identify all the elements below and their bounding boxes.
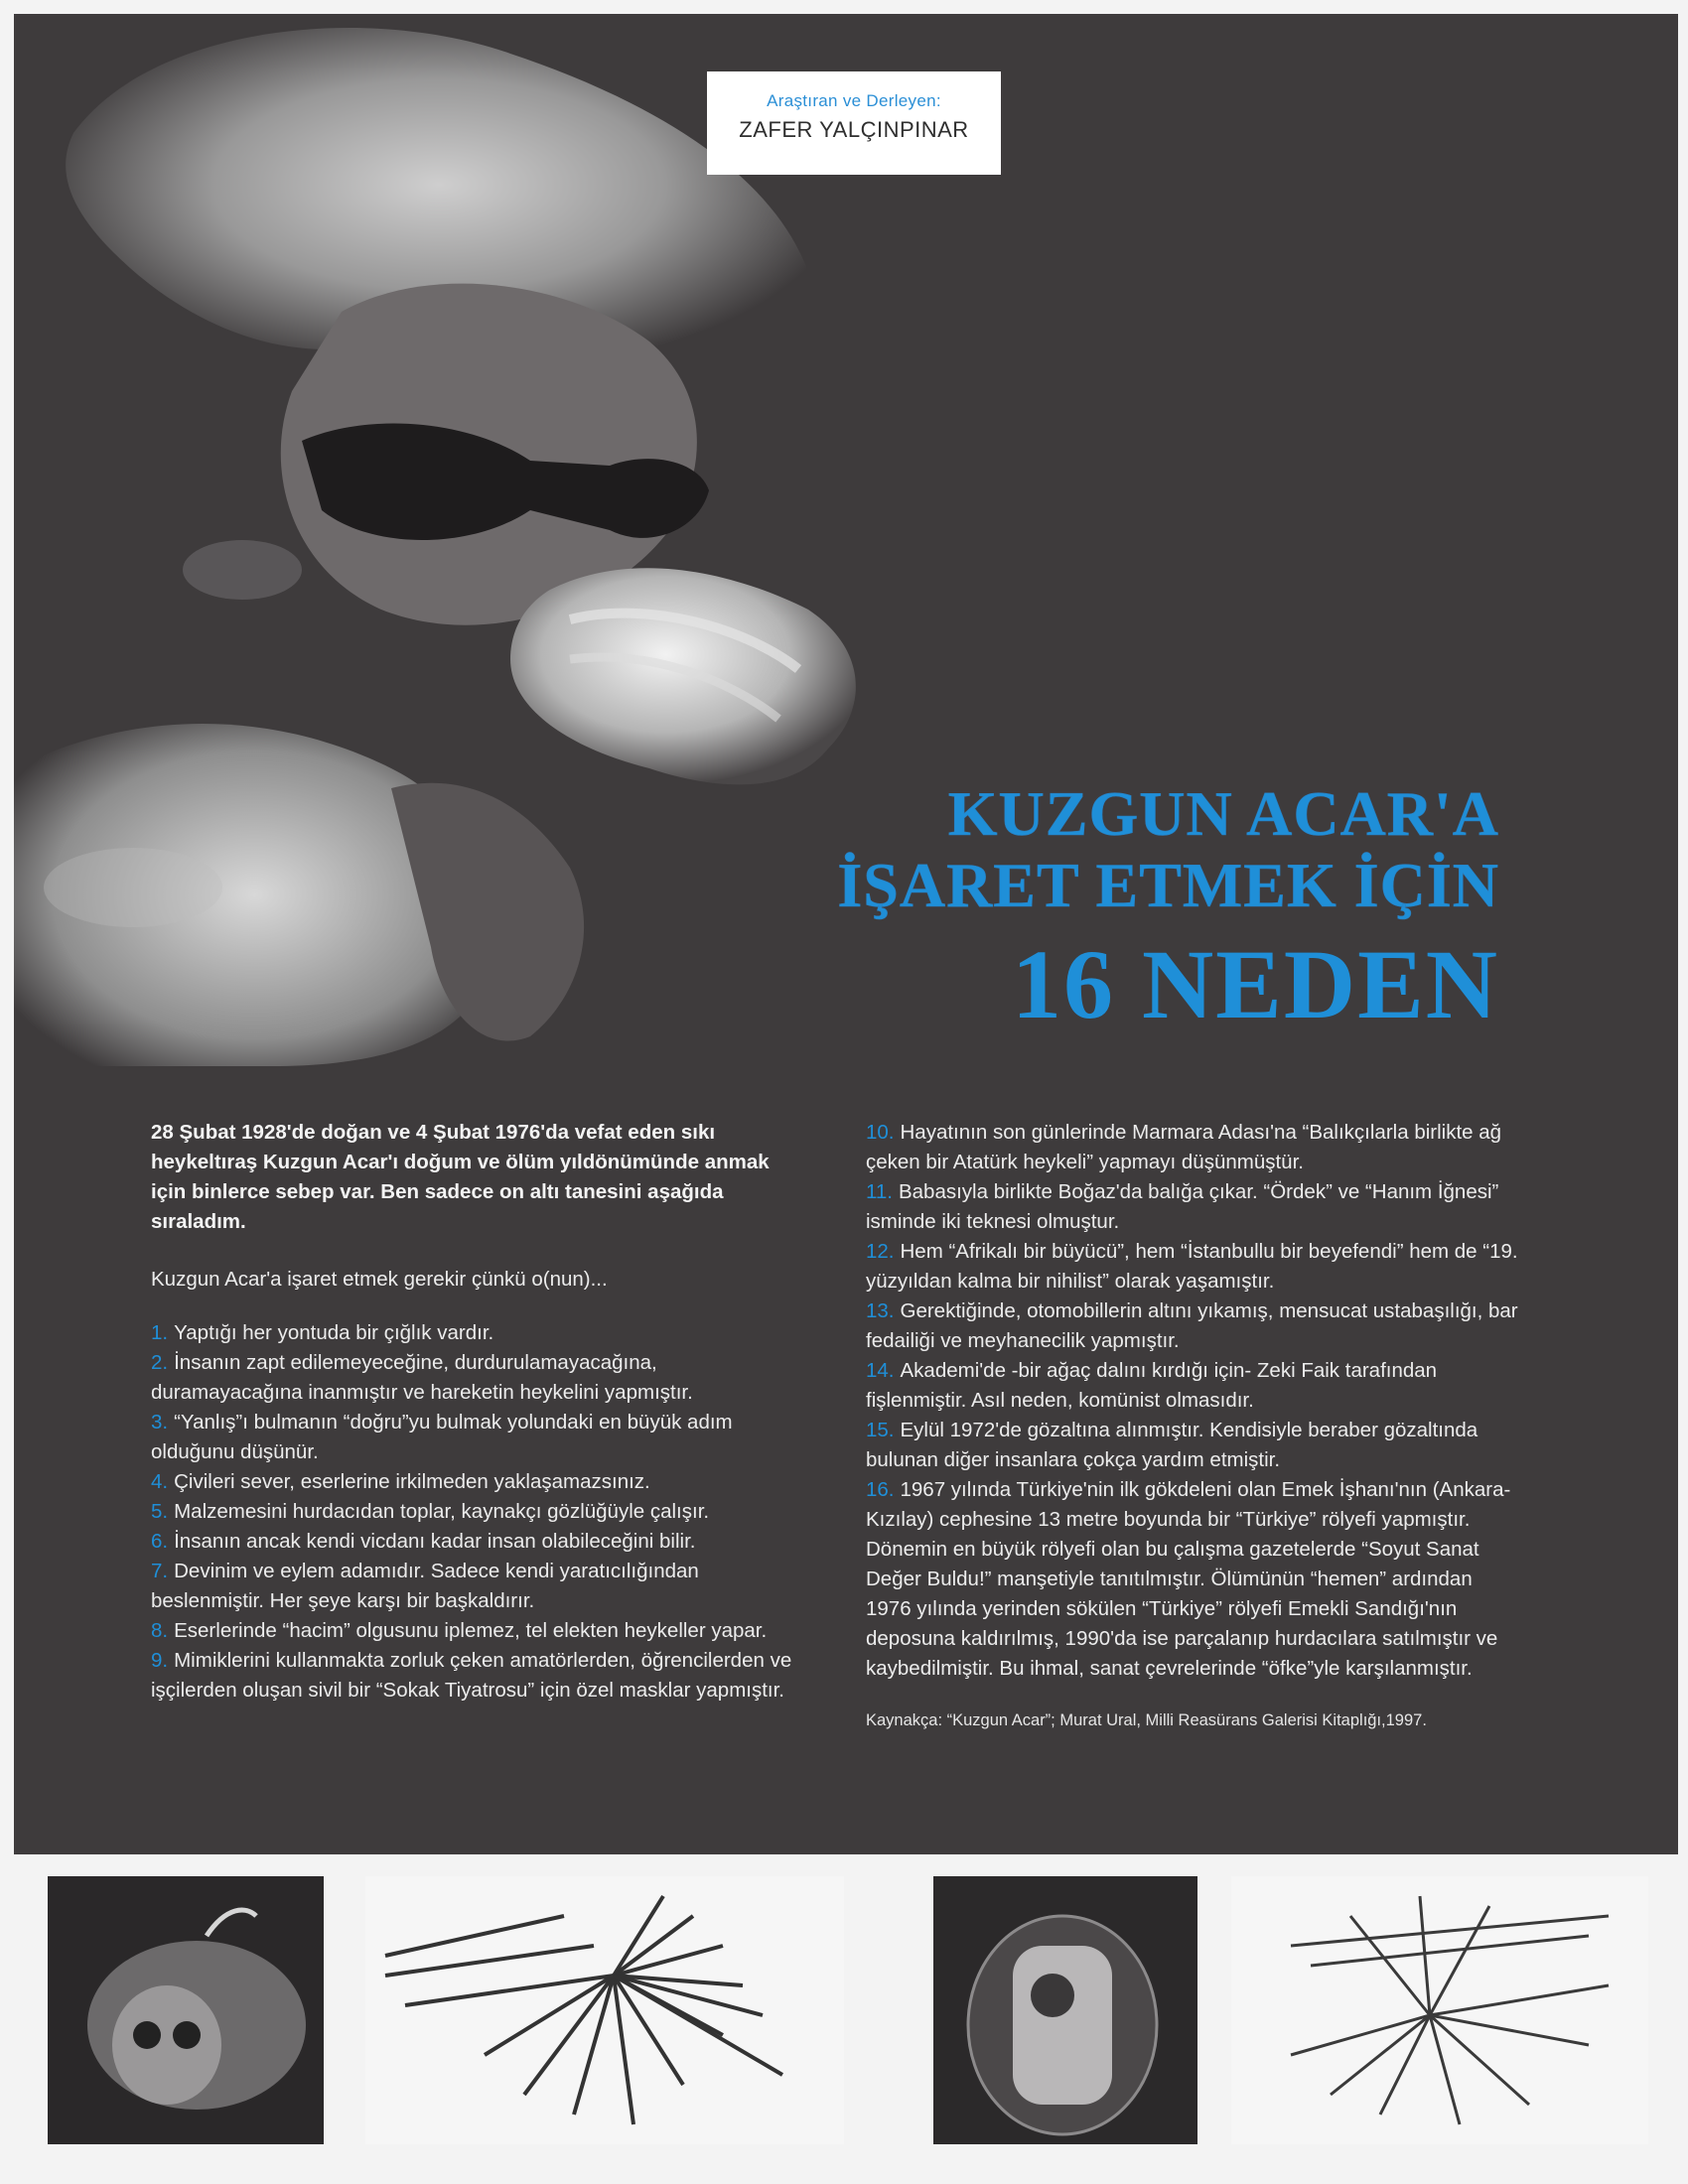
reason-item (151, 1318, 806, 1348)
reason-text: Eserlerinde “hacim” olgusunu iplemez, tel elekten heykeller yapar. (174, 1619, 768, 1642)
reason-item (151, 1616, 806, 1646)
reason-text: Hayatının son günlerinde Marmara Adası'na “Balıkçılarla birlikte ağ çeken bir Atatürk heykeli” yapmayı düşünmüştür. (866, 1121, 1502, 1173)
reason-text: Çivileri sever, eserlerine irkilmeden yaklaşamazsınız. (174, 1470, 650, 1493)
reason-text: 1967 yılında Türkiye'nin ilk gökdeleni olan Emek İşhanı'nın (Ankara-Kızılay) cephesine 13 metre boyunda bir “Türkiye” rölyefi yapmıştır. Dönemin en büyük rölyefi olan bu çalışma gazetelerde “Soyut Sanat Değer Buldu!” manşetiyle tanıtılmıştır. Ölümünün “hemen” ardından 1976 yılında yerinden sökülen “Türkiye” rölyefi Emekli Sandığı'nın deposuna kaldırılmış, 1990'da ise parçalanıp hurdacılara satılmıştır ve kaybedilmiştir. Bu ihmal, sanat çevrelerinde “öfke”yle karşılanmıştır. (866, 1478, 1511, 1680)
reason-item (866, 1237, 1521, 1297)
reason-number: 13. (866, 1299, 895, 1322)
reason-text: “Yanlış”ı bulmanın “doğru”yu bulmak yolundaki en büyük adım olduğunu düşünür. (151, 1411, 733, 1463)
reason-number: 9. (151, 1649, 169, 1672)
reason-text: İnsanın ancak kendi vicdanı kadar insan olabileceğini bilir. (174, 1530, 696, 1553)
reason-item (866, 1177, 1521, 1237)
sculpture-photo-3 (933, 1876, 1197, 2144)
reason-text: Hem “Afrikalı bir büyücü”, hem “İstanbullu bir beyefendi” hem de “19. yüzyıldan kalma bir nihilist” olarak yaşamıştır. (866, 1240, 1518, 1293)
reason-item (151, 1527, 806, 1557)
article-page (14, 14, 1678, 1854)
reason-number: 4. (151, 1470, 169, 1493)
reason-number: 8. (151, 1619, 169, 1642)
reason-item (151, 1646, 806, 1706)
reason-text: İnsanın zapt edilemeyeceğine, durdurulamayacağına, duramayacağına inanmıştır ve hareketin heykelini yapmıştır. (151, 1351, 693, 1404)
nail-sculpture-illustration (365, 1876, 844, 2144)
reason-number: 15. (866, 1419, 895, 1441)
reason-item (866, 1475, 1521, 1684)
reasons-list-left (151, 1318, 806, 1706)
sculpture-mask-illustration (48, 1876, 324, 2144)
reason-text: Malzemesini hurdacıdan toplar, kaynakçı gözlüğüyle çalışır. (174, 1500, 710, 1523)
reason-number: 7. (151, 1560, 169, 1582)
headline-line-3: 16 NEDEN (1011, 929, 1499, 1039)
sculpture-photo-4 (1231, 1876, 1648, 2144)
reason-number: 3. (151, 1411, 169, 1433)
reason-item (866, 1356, 1521, 1416)
reason-item (866, 1416, 1521, 1475)
sculpture-photo-1 (48, 1876, 324, 2144)
reason-item (151, 1557, 806, 1616)
credit-author: ZAFER YALÇINPINAR (739, 117, 969, 142)
reason-item (151, 1348, 806, 1408)
lead-sentence: Kuzgun Acar'a işaret etmek gerekir çünkü o(nun)... (151, 1268, 608, 1291)
reason-number: 16. (866, 1478, 895, 1501)
reason-number: 10. (866, 1121, 895, 1144)
reason-text: Babasıyla birlikte Boğaz'da balığa çıkar. “Ördek” ve “Hanım İğnesi” isminde iki teknesi olmuştur. (866, 1180, 1499, 1233)
headline-line-1: KUZGUN ACAR'A (947, 778, 1499, 849)
reason-item (866, 1118, 1521, 1177)
reason-text: Gerektiğinde, otomobillerin altını yıkamış, mensucat ustabaşılığı, bar fedailiği ve meyhanecilik yapmıştır. (866, 1299, 1518, 1352)
credit-label: Araştıran ve Derleyen: (767, 91, 941, 110)
reasons-list-right (866, 1118, 1521, 1684)
right-column (866, 1118, 1521, 1735)
reason-number: 11. (866, 1180, 893, 1203)
reason-item (151, 1408, 806, 1467)
reason-number: 2. (151, 1351, 169, 1374)
reason-text: Devinim ve eylem adamıdır. Sadece kendi yaratıcılığından beslenmiştir. Her şeye karşı bir başkaldırır. (151, 1560, 699, 1612)
headline-line-2: İŞARET ETMEK İÇİN (837, 850, 1499, 920)
left-column (151, 1118, 806, 1706)
intro-paragraph: 28 Şubat 1928'de doğan ve 4 Şubat 1976'da vefat eden sıkı heykeltıraş Kuzgun Acar'ı doğum ve ölüm yıldönümünde anmak için binlerce sebep var. Ben sadece on altı tanesini aşağıda sıraladım. (151, 1121, 770, 1233)
reason-text: Mimiklerini kullanmakta zorluk çeken amatörlerden, öğrencilerden ve işçilerden oluşan sivil bir “Sokak Tiyatrosu” için özel masklar yapmıştır. (151, 1649, 792, 1702)
reason-number: 1. (151, 1321, 169, 1344)
sculpture-photo-2 (365, 1876, 844, 2144)
metal-sculpture-illustration (933, 1876, 1197, 2144)
reason-number: 5. (151, 1500, 169, 1523)
reason-text: Akademi'de -bir ağaç dalını kırdığı için- Zeki Faik tarafından fişlenmiştir. Asıl neden, komünist olmasıdır. (866, 1359, 1438, 1412)
reason-text: Eylül 1972'de gözaltına alınmıştır. Kendisiyle beraber gözaltında bulunan diğer insanlara çokça yardım etmiştir. (866, 1419, 1478, 1471)
spike-sculpture-illustration (1231, 1876, 1648, 2144)
source-citation: Kaynakça: “Kuzgun Acar”; Murat Ural, Milli Reasürans Galerisi Kitaplığı,1997. (866, 1711, 1427, 1729)
reason-number: 12. (866, 1240, 895, 1263)
reason-number: 6. (151, 1530, 169, 1553)
author-credit-box (707, 71, 1001, 175)
headline (837, 778, 1499, 1040)
reason-item (151, 1467, 806, 1497)
reason-text: Yaptığı her yontuda bir çığlık vardır. (174, 1321, 494, 1344)
reason-item (151, 1497, 806, 1527)
reason-item (866, 1297, 1521, 1356)
reason-number: 14. (866, 1359, 895, 1382)
